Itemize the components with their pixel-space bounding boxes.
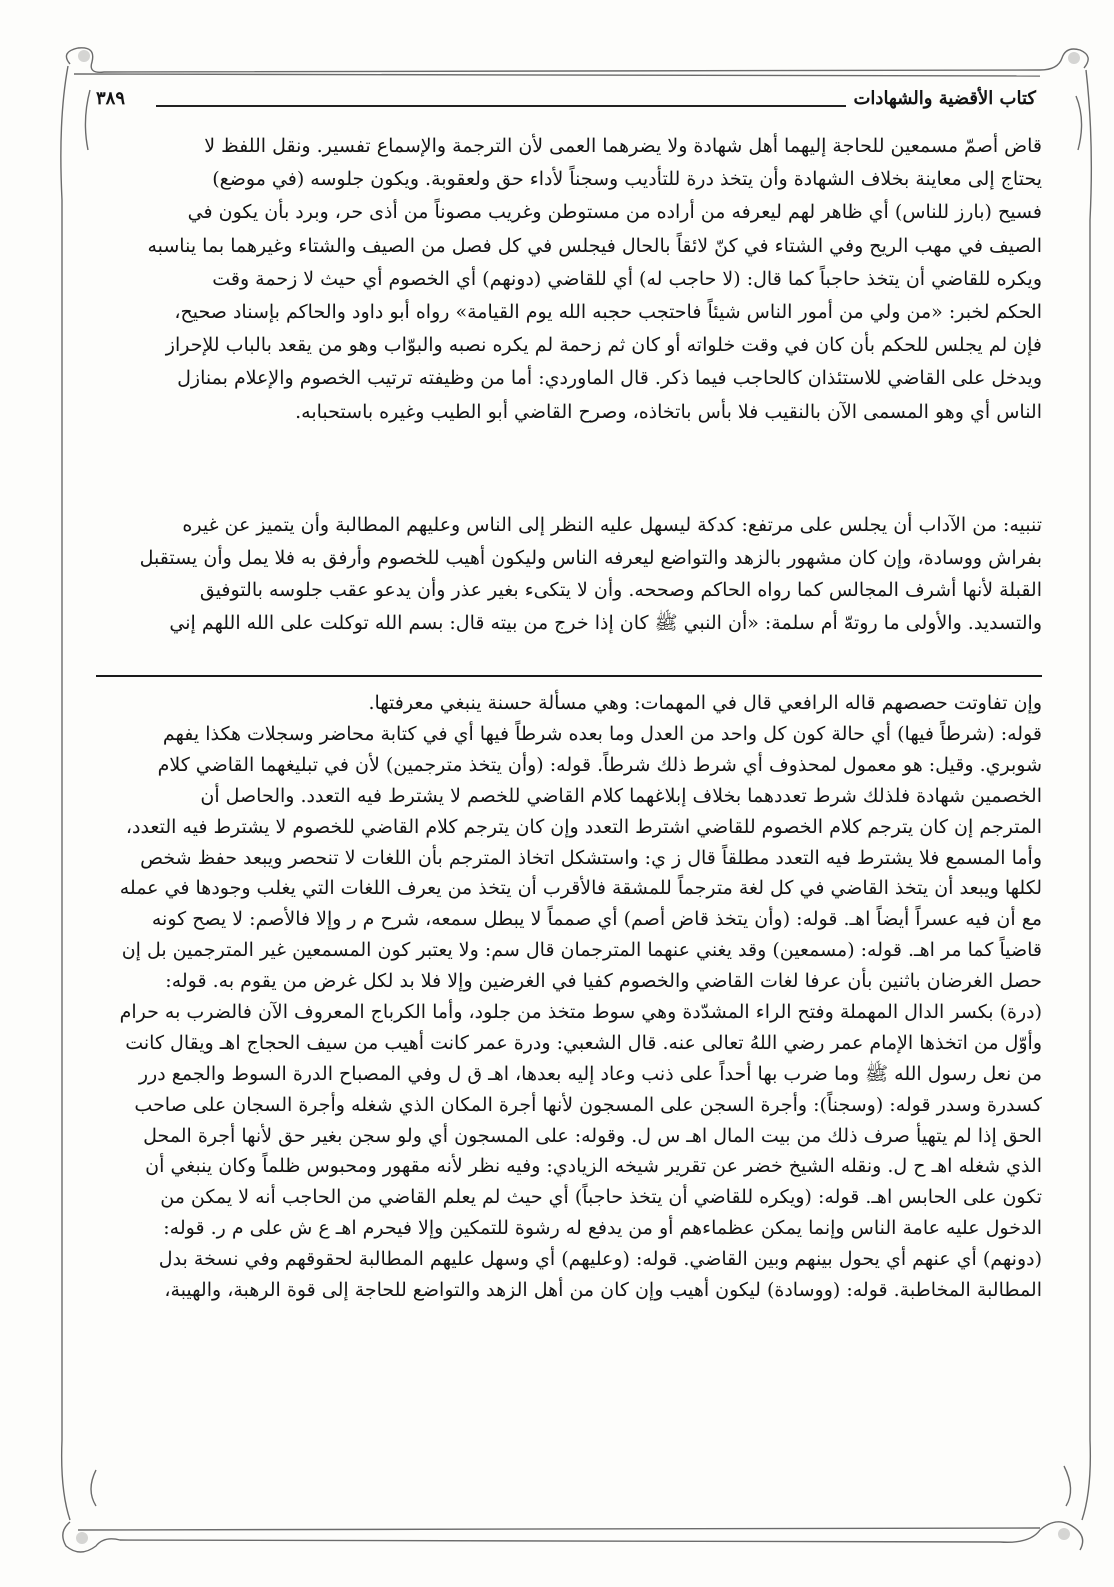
footnote-line: الحق إذا لم يتهيأ صرف ذلك من بيت المال اهـ س ل. وقوله: على المسجون أي ولو سجن بغير حق لأنها أجرة المحل	[143, 1124, 1042, 1147]
footnote-line: قاضياً كما مر اهـ. قوله: (مسمعين) وقد يغني عنهما المترجمان قال سم: ولا يعتبر كون المسمعين غير المترجمين بل إن	[121, 939, 1042, 962]
main-line: فسيح (بارز للناس) أي ظاهر لهم ليعرفه من أراده من مستوطن وغريب مصوناً من أذى حر، وبرد بأن يكون في	[187, 201, 1042, 224]
main-line: فإن لم يجلس للحكم بأن كان في وقت خلواته أو كان ثم زحمة لم يكره نصبه والبوّاب وهو من يقعد بالباب للإحراز	[165, 334, 1042, 357]
header-rule	[156, 105, 846, 107]
footnote-line: قوله: (شرطاً فيها) أي حالة كون كل واحد من العدل وما بعده شرطاً فيها أي في كتابة محاضر وسجلات هكذا يفهم	[162, 723, 1042, 745]
footnote-opening	[100, 688, 1042, 719]
main-line: يحتاج إلى معاينة بخلاف الشهادة وأن يتخذ درة للتأديب وسجناً لأداء حق ولعقوبة. ويكون جلوسه (في موضع)	[212, 168, 1042, 191]
footnote-line: المترجم إن كان يترجم كلام الخصوم للقاضي اشترط التعدد وإن كان يترجم كلام القاضي للخصوم لا يشترط فيه التعدد،	[125, 815, 1042, 838]
note-line: تنبيه: من الآداب أن يجلس على مرتفع: كدكة ليسهل عليه النظر إلى الناس وعليهم المطالبة وأن يتميز عن غيره	[182, 514, 1042, 536]
running-header	[96, 88, 1036, 118]
note-paragraph	[100, 509, 1042, 639]
footnote-line: وإن تفاوتت حصصهم قاله الرافعي قال في المهمات: وهي مسألة حسنة ينبغي معرفتها.	[368, 692, 1042, 714]
footnote-commentary	[100, 719, 1042, 1306]
note-line: والتسديد. والأولى ما روتهّ أم سلمة: «أن النبي ﷺ كان إذا خرج من بيته قال: بسم الله توكلت على الله اللهم إني	[169, 611, 1042, 634]
footnote-line: شوبري. وقيل: هو معمول لمحذوف أي شرط ذلك شرطاً. قوله: (وأن يتخذ مترجمين) لأن في تبليغهما القاضي كلام	[157, 753, 1042, 776]
main-line: ويدخل على القاضي للاستئذان كالحاجب فيما ذكر. قال الماوردي: أما من وظيفته ترتيب الخصوم والإعلام بمنازل	[177, 367, 1042, 390]
footnote-line: مع أن فيه عسراً أيضاً اهـ. قوله: (وأن يتخذ قاض أصم) أي صمماً لا يبطل سمعه، شرح م ر وإلا فالأصم: لا يصح كونه	[151, 908, 1042, 931]
footnote-line: الخصمين شهادة فلذلك شرط تعددهما بخلاف إبلاغهما كلام القاضي للخصم لا يشترط فيه التعدد. والحاصل أن	[200, 784, 1042, 807]
footnote-line: الذي شغله اهـ ح ل. ونقله الشيخ خضر عن تقرير شيخه الزيادي: وفيه نظر لأنه مقهور ومحبوس ظلماً وكان ينبغي أن	[145, 1155, 1042, 1178]
note-line: بفراش ووسادة، وإن كان مشهور بالزهد والتواضع ليعرفه الناس وليكون أهيب للخصوم وأرفق به فلا يمل وأن يستقبل	[139, 546, 1042, 569]
footnote-line: لكلها ويبعد أن يتخذ القاضي في كل لغة مترجماً للمشقة فالأقرب أن يتخذ من يعرف اللغات التي يغلب وجودها في عمله	[119, 877, 1042, 900]
footnote-line: (درة) بكسر الدال المهملة وفتح الراء المشدّدة وهي سوط متخذ من جلود، وأما الكرباج المعروف الآن فالضرب به حرام	[119, 1001, 1042, 1024]
footnote-line: المطالبة المخاطبة. قوله: (ووسادة) ليكون أهيب وإن كان من أهل الزهد والتواضع للحاجة إلى قوة الرهبة، والهيبة،	[164, 1279, 1042, 1302]
main-line: الناس أي وهو المسمى الآن بالنقيب فلا بأس باتخاذه، وصرح القاضي أبو الطيب وغيره باستحبابه.	[295, 400, 1042, 423]
main-text	[100, 130, 1042, 429]
main-line: قاض أصمّ مسمعين للحاجة إليهما أهل شهادة ولا يضرهما العمى لأن الترجمة والإسماع تفسير. ونقل اللفظ لا	[204, 135, 1042, 157]
note-line: القبلة لأنها أشرف المجالس كما رواه الحاكم وصححه. وأن لا يتكىء بغير عذر وأن يدعو عقب جلوسه بالتوفيق	[199, 579, 1042, 601]
footnote-line: وأما المسمع فلا يشترط فيه التعدد مطلقاً قال ز ي: واستشكل اتخاذ المترجم بأن اللغات لا تنحصر ويبعد حفظ شخص	[140, 846, 1042, 869]
footnote-separator	[96, 675, 1042, 677]
main-line: ويكره للقاضي أن يتخذ حاجباً كما قال: (لا حاجب له) أي للقاضي (دونهم) أي الخصوم أي حيث لا زحمة وقت	[212, 267, 1042, 290]
main-line: الحكم لخبر: «من ولي من أمور الناس شيئاً فاحتجب حجبه الله يوم القيامة» رواه أبو داود والحاكم بإسناد صحيح،	[174, 300, 1042, 323]
main-line: الصيف في مهب الريح وفي الشتاء في كنّ لائقاً بالحال فيجلس في كل فصل من الصيف والشتاء وغيرهما بما يناسبه	[147, 234, 1042, 257]
footnote-line: وأوّل من اتخذها الإمام عمر رضي اللهُ تعالى عنه. قال الشعبي: ودرة عمر كانت أهيب من سيف الحجاج اهـ ويقال كانت	[125, 1031, 1042, 1054]
footnote-line: حصل الغرضان باثنين بأن عرفا لغات القاضي والخصوم كفيا في الغرضين وإلا فلا بد لكل غرض من يقوم به. قوله:	[165, 970, 1042, 993]
footnote-line: الدخول عليه عامة الناس وإنما يمكن عظماءهم أو من يدفع له رشوة للتمكين وإلا فيحرم اهـ ع ش على م ر. قوله:	[163, 1217, 1042, 1240]
footnote-line: من نعل رسول الله ﷺ وما ضرب بها أحداً على ذنب وعاد إليه بعدها، اهـ ق ل وفي المصباح الدرة السوط والجمع درر	[138, 1062, 1042, 1085]
footnote-line: تكون على الحابس اهـ. قوله: (ويكره للقاضي أن يتخذ حاجباً) أي حيث لم يعلم القاضي من الحاجب أنه لا يمكن من	[160, 1186, 1042, 1209]
chapter-title: كتاب الأقضية والشهادات	[853, 88, 1036, 109]
footnote-line: (دونهم) أي عنهم أي يحول بينهم وبين القاضي. قوله: (وعليهم) أي وسهل عليهم المطالبة لحقوقهم وفي نسخة بدل	[158, 1248, 1042, 1271]
page-number: ٣٨٩	[96, 88, 126, 109]
footnote-line: كسدرة وسدر قوله: (وسجناً): وأجرة السجن على المسجون لأنها أجرة المكان الذي شغله وأجرة السجان على صاحب	[134, 1093, 1042, 1116]
